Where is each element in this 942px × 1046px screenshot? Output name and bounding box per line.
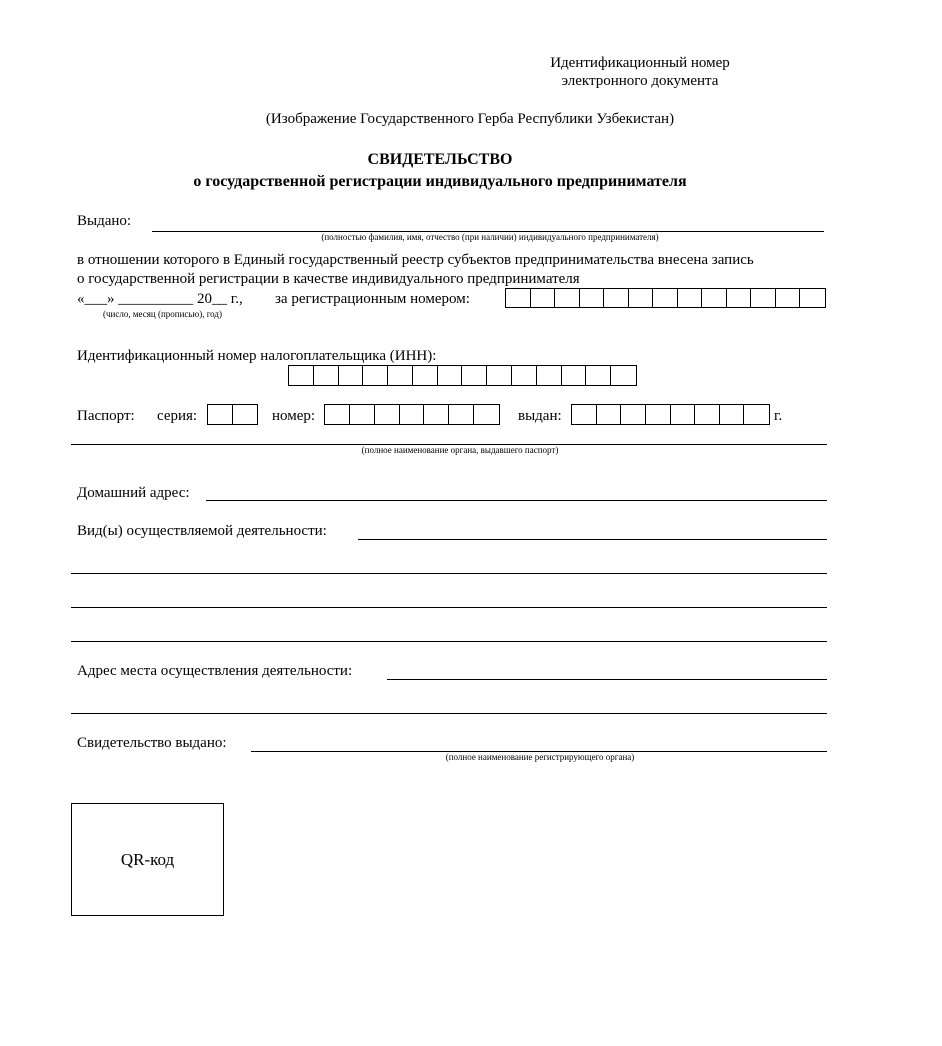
page-subtitle: о государственной регистрации индивидуального предпринимателя bbox=[193, 173, 687, 190]
char-cell[interactable] bbox=[208, 405, 233, 424]
passport-number-label: номер: bbox=[272, 408, 316, 424]
char-cell[interactable] bbox=[512, 366, 537, 385]
activity-address-label: Адрес места осуществления деятельности: bbox=[77, 663, 353, 679]
char-cell[interactable] bbox=[314, 366, 339, 385]
inn-label: Идентификационный номер налогоплательщика (ИНН): bbox=[77, 348, 437, 364]
char-cell[interactable] bbox=[375, 405, 400, 424]
passport-issued-label: выдан: bbox=[518, 408, 562, 424]
char-cell[interactable] bbox=[325, 405, 350, 424]
passport-authority-hint: (полное наименование органа, выдавшего паспорт) bbox=[361, 445, 559, 455]
char-cell[interactable] bbox=[474, 405, 499, 424]
char-cell[interactable] bbox=[233, 405, 258, 424]
char-cell[interactable] bbox=[751, 289, 776, 307]
qr-code-label: QR-код bbox=[120, 849, 175, 869]
passport-issued-cells[interactable] bbox=[571, 404, 770, 425]
char-cell[interactable] bbox=[629, 289, 654, 307]
char-cell[interactable] bbox=[413, 366, 438, 385]
qr-code-box bbox=[71, 803, 224, 916]
passport-series-cells[interactable] bbox=[207, 404, 258, 425]
char-cell[interactable] bbox=[424, 405, 449, 424]
char-cell[interactable] bbox=[438, 366, 463, 385]
char-cell[interactable] bbox=[580, 289, 605, 307]
char-cell[interactable] bbox=[621, 405, 646, 424]
char-cell[interactable] bbox=[678, 289, 703, 307]
activity-line-4[interactable] bbox=[71, 641, 827, 642]
reg-number-cells[interactable] bbox=[505, 288, 826, 308]
char-cell[interactable] bbox=[449, 405, 474, 424]
inn-cells[interactable] bbox=[288, 365, 637, 386]
activity-label: Вид(ы) осуществляемой деятельности: bbox=[77, 523, 327, 539]
char-cell[interactable] bbox=[597, 405, 622, 424]
char-cell[interactable] bbox=[462, 366, 487, 385]
char-cell[interactable] bbox=[776, 289, 801, 307]
char-cell[interactable] bbox=[720, 405, 745, 424]
char-cell[interactable] bbox=[388, 366, 413, 385]
char-cell[interactable] bbox=[537, 366, 562, 385]
activity-line-2[interactable] bbox=[71, 573, 827, 574]
activity-line-1[interactable] bbox=[358, 539, 827, 540]
document-id-label bbox=[520, 54, 760, 90]
char-cell[interactable] bbox=[611, 366, 636, 385]
home-address-label: Домашний адрес: bbox=[77, 485, 190, 501]
char-cell[interactable] bbox=[400, 405, 425, 424]
registration-date-hint: (число, месяц (прописью), год) bbox=[103, 309, 222, 319]
char-cell[interactable] bbox=[653, 289, 678, 307]
char-cell[interactable] bbox=[646, 405, 671, 424]
activity-line-3[interactable] bbox=[71, 607, 827, 608]
emblem-note: (Изображение Государственного Герба Республики Узбекистан) bbox=[265, 111, 675, 127]
char-cell[interactable] bbox=[671, 405, 696, 424]
registry-text-line1: в отношении которого в Единый государственный реестр субъектов предпринимательства внесена запись bbox=[77, 252, 754, 268]
char-cell[interactable] bbox=[350, 405, 375, 424]
char-cell[interactable] bbox=[289, 366, 314, 385]
char-cell[interactable] bbox=[695, 405, 720, 424]
char-cell[interactable] bbox=[506, 289, 531, 307]
passport-number-cells[interactable] bbox=[324, 404, 500, 425]
passport-label: Паспорт: bbox=[77, 408, 135, 424]
registry-text-line2: о государственной регистрации в качестве индивидуального предпринимателя bbox=[77, 271, 580, 287]
char-cell[interactable] bbox=[586, 366, 611, 385]
char-cell[interactable] bbox=[727, 289, 752, 307]
registration-date: «___» __________ 20__ г., bbox=[77, 291, 243, 307]
issued-by-label: Свидетельство выдано: bbox=[77, 735, 227, 751]
issued-to-label: Выдано: bbox=[77, 213, 132, 229]
reg-number-label: за регистрационным номером: bbox=[275, 291, 470, 307]
issued-by-hint: (полное наименование регистрирующего органа) bbox=[445, 752, 635, 762]
passport-series-label: серия: bbox=[157, 408, 198, 424]
char-cell[interactable] bbox=[339, 366, 364, 385]
char-cell[interactable] bbox=[572, 405, 597, 424]
activity-address-line-1[interactable] bbox=[387, 679, 827, 680]
char-cell[interactable] bbox=[744, 405, 769, 424]
page-title: СВИДЕТЕЛЬСТВО bbox=[367, 151, 513, 168]
home-address-line[interactable] bbox=[206, 500, 827, 501]
issued-to-hint: (полностью фамилия, имя, отчество (при наличии) индивидуального предпринимателя) bbox=[321, 232, 659, 242]
document-id-label-line1: Идентификационный номер bbox=[550, 55, 730, 71]
char-cell[interactable] bbox=[555, 289, 580, 307]
passport-year-suffix: г. bbox=[774, 408, 783, 424]
char-cell[interactable] bbox=[531, 289, 556, 307]
char-cell[interactable] bbox=[363, 366, 388, 385]
activity-address-line-2[interactable] bbox=[71, 713, 827, 714]
char-cell[interactable] bbox=[487, 366, 512, 385]
char-cell[interactable] bbox=[604, 289, 629, 307]
char-cell[interactable] bbox=[702, 289, 727, 307]
char-cell[interactable] bbox=[562, 366, 587, 385]
document-id-label-line2: электронного документа bbox=[561, 73, 719, 89]
char-cell[interactable] bbox=[800, 289, 825, 307]
